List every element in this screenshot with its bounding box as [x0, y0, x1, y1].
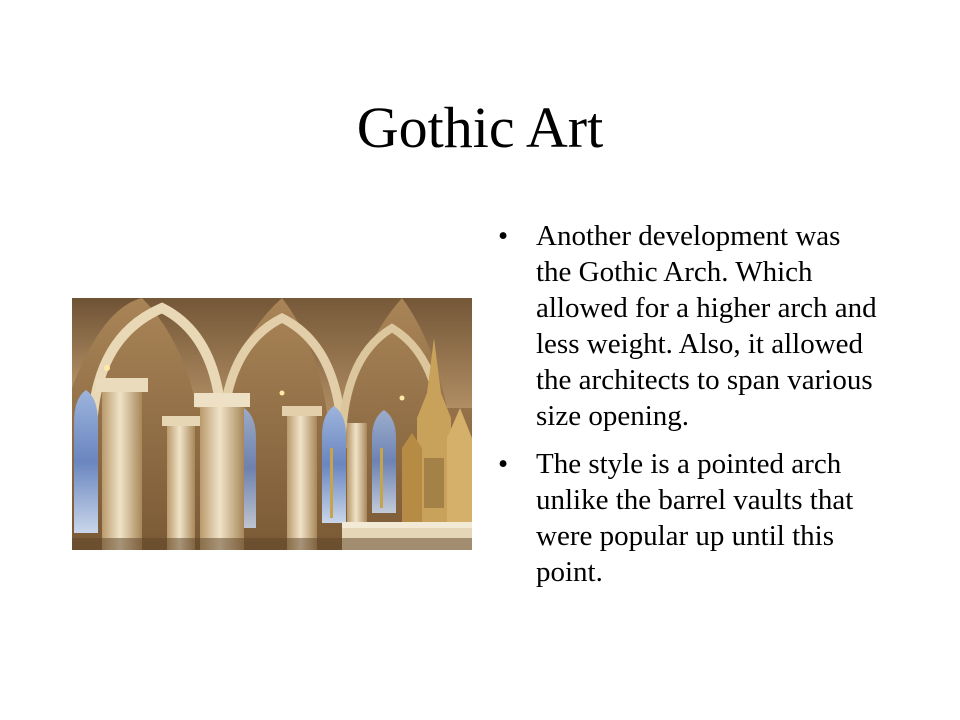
bullet-text: Another development was the Gothic Arch. Which allowed for a higher arch and less weight. Also, it allowed the architects to span various size opening. — [536, 220, 877, 432]
bullet-item — [496, 446, 880, 590]
bullet-marker: • — [498, 220, 509, 252]
bullet-marker: • — [498, 448, 509, 480]
bullet-text: The style is a pointed arch unlike the barrel vaults that were popular up until this point. — [536, 448, 854, 588]
bullet-item — [496, 218, 880, 434]
slide-title: Gothic Art — [356, 95, 604, 160]
cathedral-interior-photo — [72, 298, 472, 550]
gothic-arch-photo-icon — [72, 298, 472, 550]
bullet-list — [496, 218, 880, 602]
